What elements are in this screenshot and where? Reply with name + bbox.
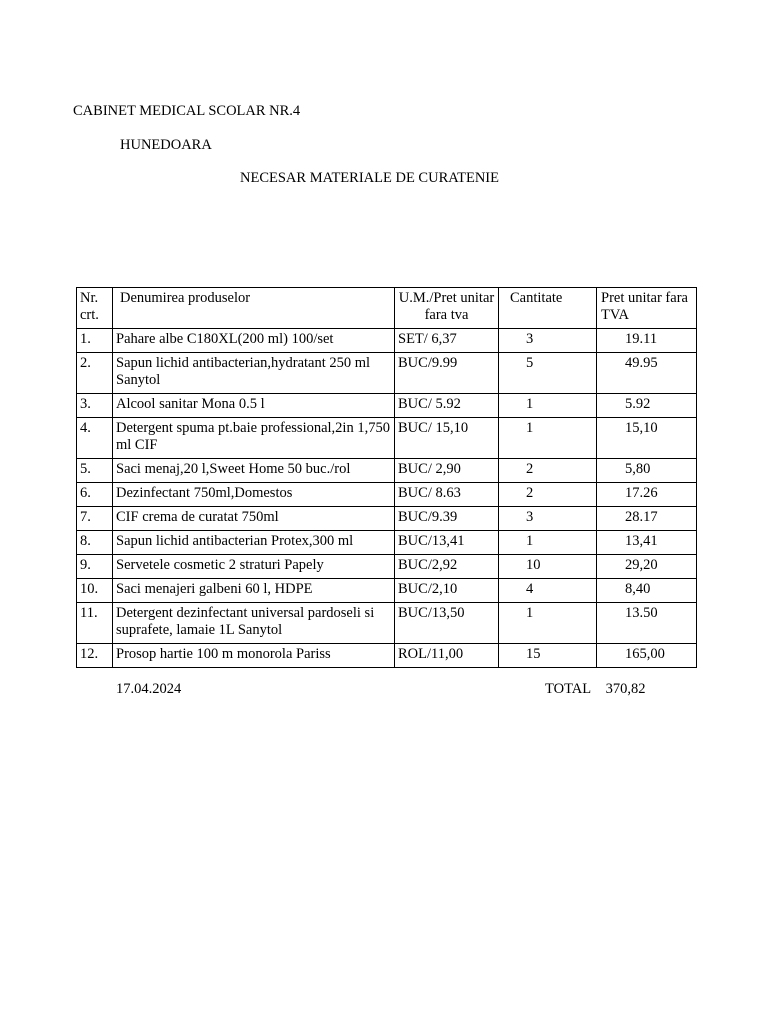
cell-price: 13.50 <box>597 603 697 644</box>
cell-nr: 8. <box>77 531 113 555</box>
header-qty: Cantitate <box>499 288 597 329</box>
cell-name: Dezinfectant 750ml,Domestos <box>113 483 395 507</box>
cell-price: 49.95 <box>597 353 697 394</box>
table-row <box>77 459 697 483</box>
cell-um: BUC/9.99 <box>395 353 499 394</box>
cell-price: 13,41 <box>597 531 697 555</box>
cell-price: 19.11 <box>597 329 697 353</box>
cell-um: BUC/ 5.92 <box>395 394 499 418</box>
cell-qty: 1 <box>499 603 597 644</box>
cell-price: 5.92 <box>597 394 697 418</box>
table-row <box>77 603 697 644</box>
cell-price: 15,10 <box>597 418 697 459</box>
cell-name: Pahare albe C180XL(200 ml) 100/set <box>113 329 395 353</box>
cell-qty: 5 <box>499 353 597 394</box>
table-body <box>77 329 697 668</box>
cell-name: Alcool sanitar Mona 0.5 l <box>113 394 395 418</box>
header-name: Denumirea produselor <box>113 288 395 329</box>
cell-qty: 2 <box>499 483 597 507</box>
cell-nr: 3. <box>77 394 113 418</box>
total-label: TOTAL <box>545 681 592 697</box>
cell-price: 17.26 <box>597 483 697 507</box>
cell-nr: 10. <box>77 579 113 603</box>
cell-um: BUC/2,10 <box>395 579 499 603</box>
cell-nr: 5. <box>77 459 113 483</box>
cell-price: 8,40 <box>597 579 697 603</box>
cell-um: BUC/9.39 <box>395 507 499 531</box>
cell-qty: 3 <box>499 329 597 353</box>
cell-price: 29,20 <box>597 555 697 579</box>
total-line <box>545 681 645 698</box>
document-title: NECESAR MATERIALE DE CURATENIE <box>240 170 499 186</box>
cell-um: BUC/13,41 <box>395 531 499 555</box>
cell-nr: 2. <box>77 353 113 394</box>
cell-name: Detergent dezinfectant universal pardoseli si suprafete, lamaie 1L Sanytol <box>113 603 395 644</box>
cell-nr: 9. <box>77 555 113 579</box>
cell-price: 165,00 <box>597 644 697 668</box>
total-value: 370,82 <box>605 681 646 697</box>
cell-qty: 1 <box>499 394 597 418</box>
cell-nr: 11. <box>77 603 113 644</box>
table-row <box>77 644 697 668</box>
cell-qty: 15 <box>499 644 597 668</box>
cell-nr: 4. <box>77 418 113 459</box>
cell-nr: 6. <box>77 483 113 507</box>
cell-nr: 7. <box>77 507 113 531</box>
cell-um: BUC/13,50 <box>395 603 499 644</box>
table-row <box>77 507 697 531</box>
cell-qty: 1 <box>499 418 597 459</box>
table-row <box>77 531 697 555</box>
cell-qty: 10 <box>499 555 597 579</box>
cell-nr: 12. <box>77 644 113 668</box>
table-row <box>77 353 697 394</box>
cell-price: 28.17 <box>597 507 697 531</box>
cell-um: BUC/ 8.63 <box>395 483 499 507</box>
cell-um: SET/ 6,37 <box>395 329 499 353</box>
cell-name: Prosop hartie 100 m monorola Pariss <box>113 644 395 668</box>
cell-um: BUC/ 2,90 <box>395 459 499 483</box>
table-row <box>77 394 697 418</box>
cell-qty: 2 <box>499 459 597 483</box>
document-date: 17.04.2024 <box>116 681 182 697</box>
cell-name: Saci menajeri galbeni 60 l, HDPE <box>113 579 395 603</box>
table-row <box>77 579 697 603</box>
cell-name: CIF crema de curatat 750ml <box>113 507 395 531</box>
table-row <box>77 418 697 459</box>
table-row <box>77 555 697 579</box>
header-nr: Nr. crt. <box>77 288 113 329</box>
cell-um: ROL/11,00 <box>395 644 499 668</box>
cell-nr: 1. <box>77 329 113 353</box>
table-header-row <box>77 288 697 329</box>
cell-name: Sapun lichid antibacterian,hydratant 250 ml Sanytol <box>113 353 395 394</box>
header-price: Pret unitar fara TVA <box>597 288 697 329</box>
cell-name: Sapun lichid antibacterian Protex,300 ml <box>113 531 395 555</box>
institution-name: CABINET MEDICAL SCOLAR NR.4 <box>73 103 301 119</box>
cell-um: BUC/2,92 <box>395 555 499 579</box>
cell-um: BUC/ 15,10 <box>395 418 499 459</box>
cell-name: Saci menaj,20 l,Sweet Home 50 buc./rol <box>113 459 395 483</box>
cell-name: Servetele cosmetic 2 straturi Papely <box>113 555 395 579</box>
cell-qty: 3 <box>499 507 597 531</box>
city-name: HUNEDOARA <box>120 137 212 153</box>
materials-table <box>76 287 697 668</box>
cell-qty: 1 <box>499 531 597 555</box>
table-row <box>77 483 697 507</box>
cell-qty: 4 <box>499 579 597 603</box>
cell-price: 5,80 <box>597 459 697 483</box>
cell-name: Detergent spuma pt.baie professional,2in 1,750 ml CIF <box>113 418 395 459</box>
header-um: U.M./Pret unitar fara tva <box>395 288 499 329</box>
table-row <box>77 329 697 353</box>
